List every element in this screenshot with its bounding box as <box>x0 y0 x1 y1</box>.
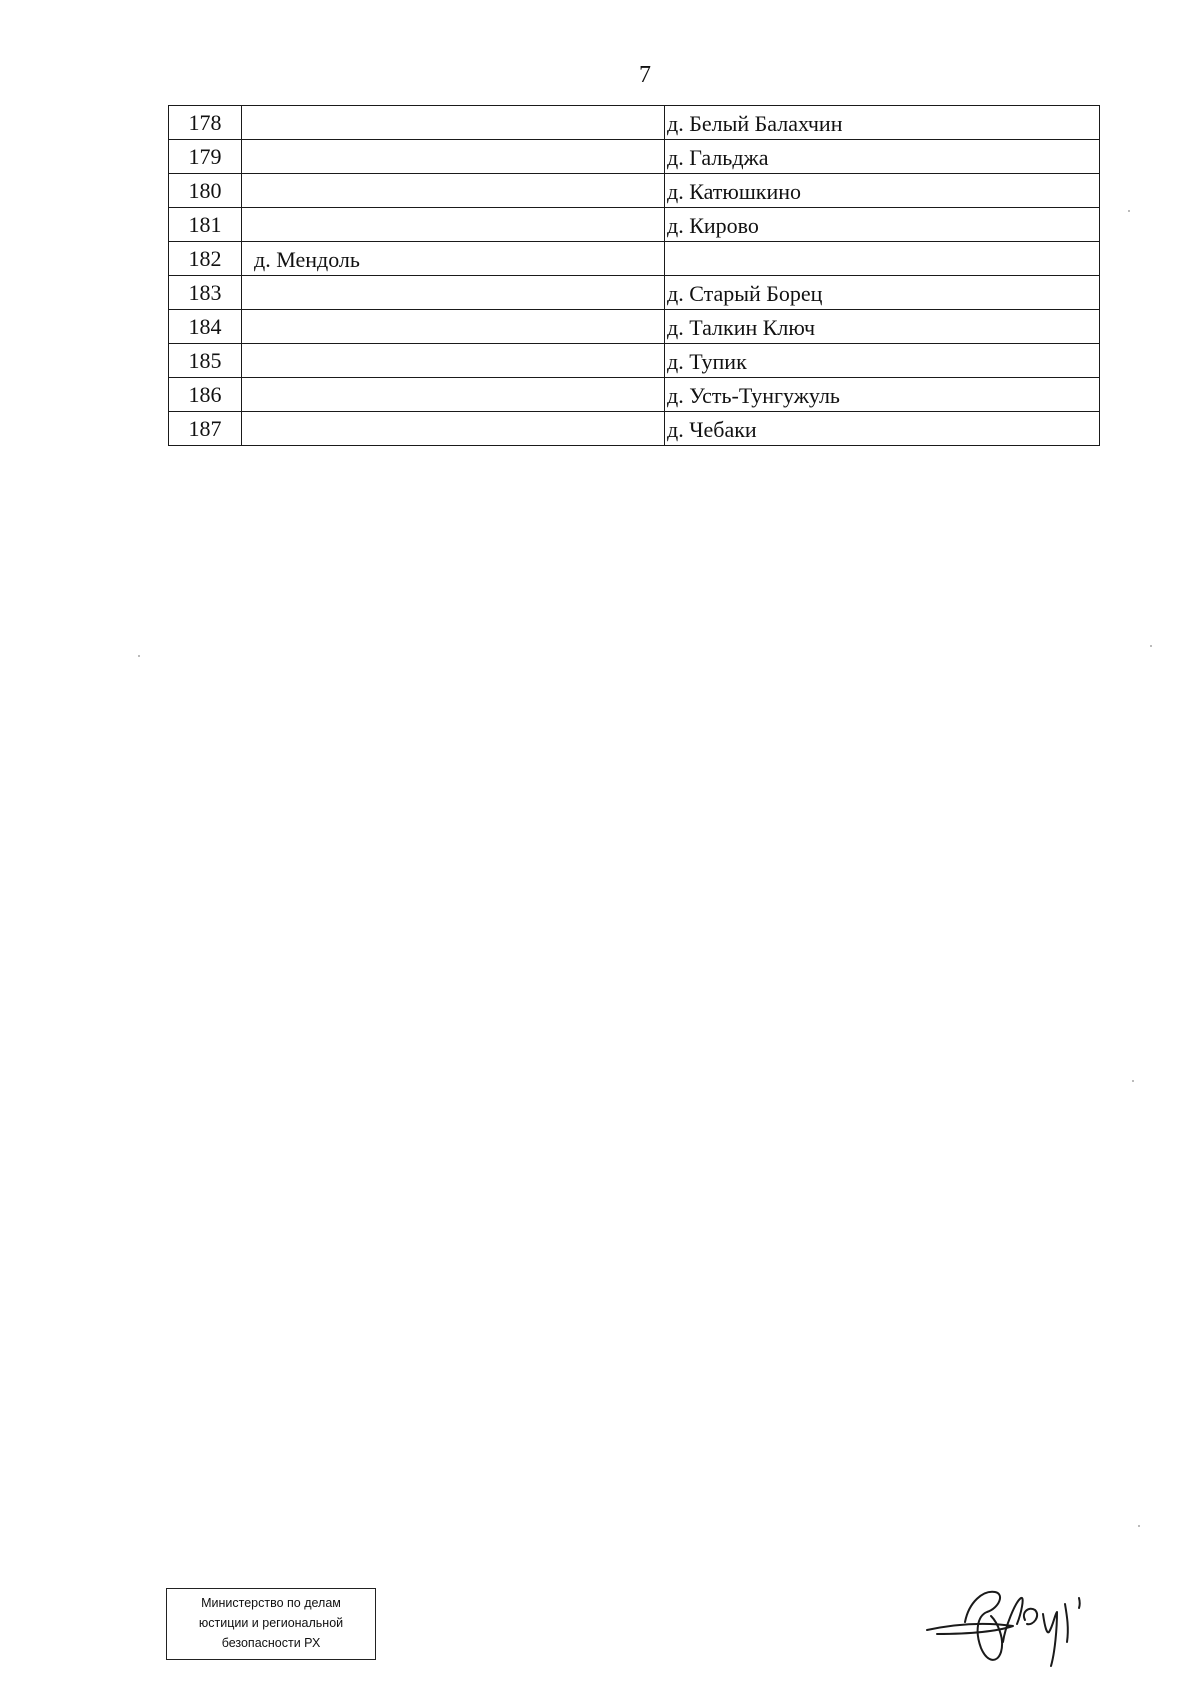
settlement-cell-a <box>242 310 665 344</box>
row-number: 180 <box>169 174 242 208</box>
settlement-cell-b <box>665 242 1100 276</box>
table-row <box>169 208 1100 242</box>
table-row <box>169 174 1100 208</box>
scan-speck <box>1128 210 1130 212</box>
scan-speck <box>138 655 140 657</box>
settlement-cell-a <box>242 140 665 174</box>
stamp-line-1: Министерство по делам <box>201 1596 341 1610</box>
settlement-cell-b: д. Старый Борец <box>665 276 1100 310</box>
table-row <box>169 378 1100 412</box>
row-number: 179 <box>169 140 242 174</box>
stamp-line-2: юстиции и региональной <box>198 1616 344 1630</box>
table-row <box>169 344 1100 378</box>
row-number: 182 <box>169 242 242 276</box>
settlement-cell-a <box>242 378 665 412</box>
row-number: 185 <box>169 344 242 378</box>
ministry-stamp <box>166 1588 376 1660</box>
settlement-cell-a <box>242 344 665 378</box>
settlement-cell-b: д. Катюшкино <box>665 174 1100 208</box>
scan-speck <box>1150 645 1152 647</box>
settlement-cell-b: д. Тупик <box>665 344 1100 378</box>
settlements-table <box>168 105 1100 446</box>
settlement-cell-b: д. Талкин Ключ <box>665 310 1100 344</box>
signature-icon <box>925 1572 1105 1672</box>
table-row <box>169 276 1100 310</box>
row-number: 187 <box>169 412 242 446</box>
settlement-cell-b: д. Кирово <box>665 208 1100 242</box>
settlement-cell-a <box>242 276 665 310</box>
settlement-cell-b: д. Гальджа <box>665 140 1100 174</box>
table-row <box>169 140 1100 174</box>
settlement-cell-b: д. Усть-Тунгужуль <box>665 378 1100 412</box>
row-number: 178 <box>169 106 242 140</box>
settlement-cell-b: д. Чебаки <box>665 412 1100 446</box>
table-row <box>169 412 1100 446</box>
settlement-cell-a <box>242 174 665 208</box>
row-number: 186 <box>169 378 242 412</box>
scan-speck <box>1132 1080 1134 1082</box>
row-number: 181 <box>169 208 242 242</box>
table-row <box>169 242 1100 276</box>
page-number: 7 <box>639 62 651 88</box>
table-row <box>169 106 1100 140</box>
scan-speck <box>1138 1525 1140 1527</box>
settlement-cell-b: д. Белый Балахчин <box>665 106 1100 140</box>
table-row <box>169 310 1100 344</box>
settlement-cell-a <box>242 106 665 140</box>
settlement-cell-a <box>242 412 665 446</box>
row-number: 183 <box>169 276 242 310</box>
settlement-cell-a <box>242 208 665 242</box>
row-number: 184 <box>169 310 242 344</box>
settlement-cell-a: д. Мендоль <box>242 242 665 276</box>
stamp-line-3: безопасности РХ <box>221 1636 321 1650</box>
